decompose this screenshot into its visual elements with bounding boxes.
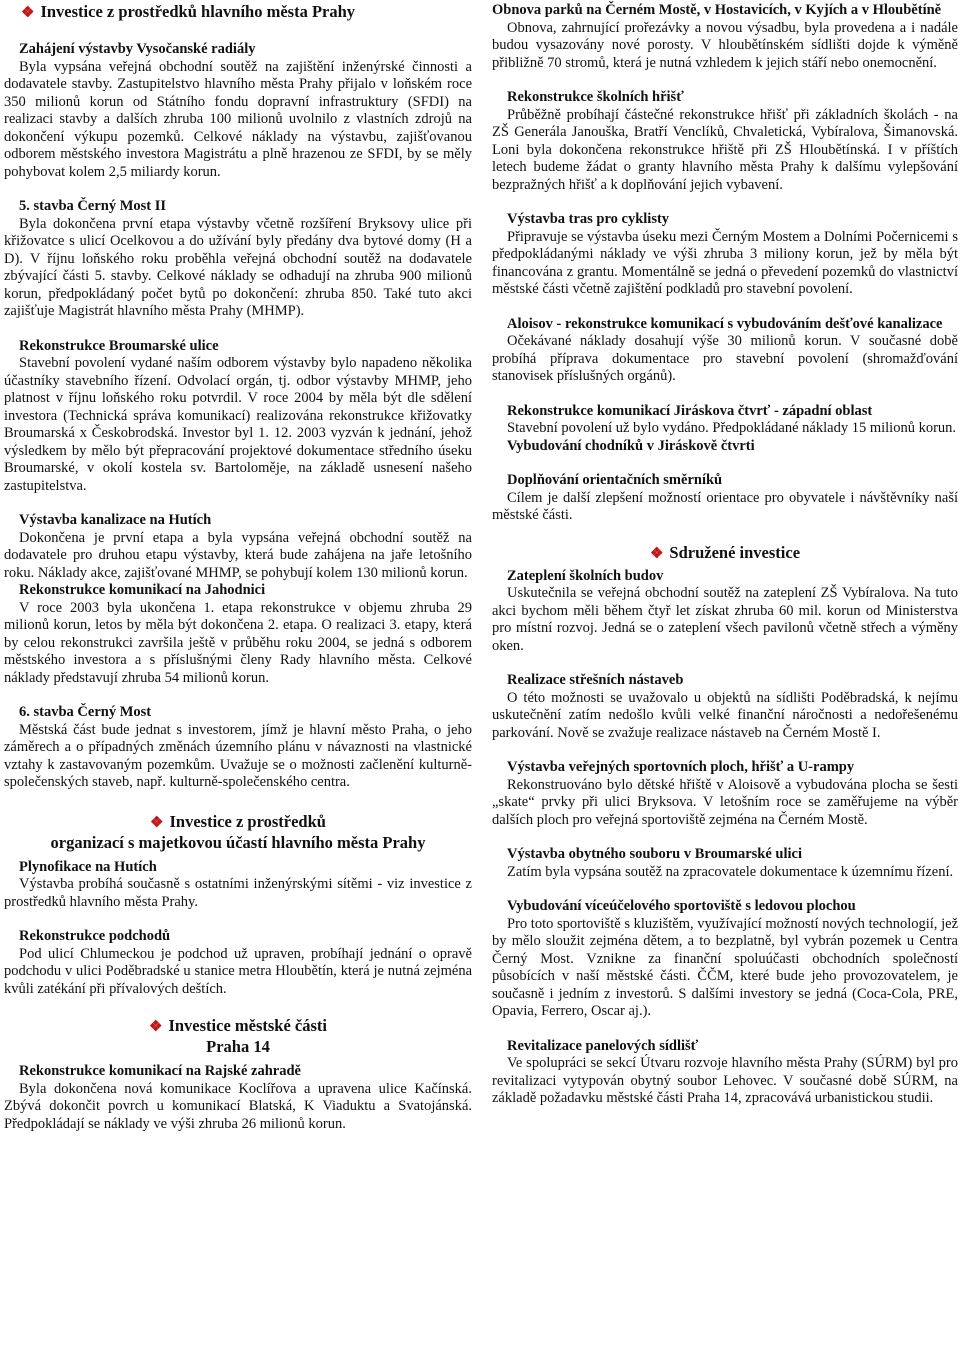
article-text: Byla dokončena nová komunikace Koclířova a upravena ulice Kačínská. Zbývá dokončit povrch u komunikací Blatská, K Viaduktu a Svatojánská. Předpokládají se náklady ve výši zhruba 26 milionů korun. (4, 1080, 472, 1132)
section-heading-joint-investments: ❖ Sdružené investice (649, 542, 801, 562)
article-title: Výstavba tras pro cyklisty (507, 211, 670, 227)
article-title: 6. stavba Černý Most (19, 704, 152, 720)
article (4, 41, 472, 181)
article-text: O této možnosti se uvažovalo u objektů na sídlišti Poděbradská, k nejímu uskutečnění zatím nedošlo kvůli velké finanční náročnosti a nedořešenému parkování. Nově se zvažuje realizace nástaveb na Černém Mostě I. (492, 689, 958, 741)
article-title: Výstavba veřejných sportovních ploch, hřišť a U-rampy (507, 759, 855, 775)
article (492, 316, 958, 386)
section-heading-district: ❖ Investice městské části (149, 1016, 327, 1035)
article-text: Byla dokončena první etapa výstavby včetně rozšíření Bryksovy ulice při křižovatce s ulicí Ocelkovou a do užívání byly předány dva bytové domy (H a D). V říjnu loňského roku proběhla veřejná obchodní soutěž na dodavatele zbývající části 5. stavby. Celkové náklady se odhadují na zhruba 900 milionů korun, předpokládaný počet bytů po dokončení: zhruba 850. Také tuto akci zajišťuje Magistrát hlavního města Prahy (MHMP). (4, 215, 472, 319)
article (492, 568, 958, 656)
article (492, 438, 958, 456)
article-title: Revitalizace panelových sídlišť (507, 1037, 699, 1054)
article-text: Zatím byla vypsána soutěž na zpracovatele dokumentace k územnímu řízení. (507, 863, 954, 880)
article (4, 704, 472, 792)
article-title: Vybudování víceúčelového sportoviště s ledovou plochou (507, 898, 856, 914)
article-title: Zateplení školních budov (507, 567, 664, 584)
article (4, 928, 472, 998)
article (4, 582, 472, 687)
article-title: Rekonstrukce Broumarské ulice (19, 337, 219, 354)
article-title: Realizace střešních nástaveb (507, 672, 684, 688)
article-text: Stavební povolení už bylo vydáno. Předpokládané náklady 15 milionů korun. (507, 420, 957, 436)
article-text: Očekávané náklady dosahují výše 30 milionů korun. V současné době probíhá příprava dokumentace pro stavební povolení (shromažďování stanovisek příslušných orgánů). (492, 333, 958, 384)
article-text: Uskutečnila se veřejná obchodní soutěž na zateplení ZŠ Vybíralova. Na tuto akci bychom měli během čtyř let získat zhruba 60 mil. korun od Ministerstva pro místní rozvoj. Jedná se o zateplení všech pavilonů včetně střech a výměny oken. (492, 585, 958, 654)
section-heading-prague-investments: ❖ Investice z prostředků hlavního města Prahy (21, 2, 356, 21)
article-text: Pod ulicí Chlumeckou je podchod už upraven, probíhají jednání o opravě podchodu v ulici Poděbradské u stanice metra Hloubětín, která je nutná zejména kvůli zatékání při přívalových deštích. (4, 945, 472, 997)
article (4, 859, 472, 912)
left-column (4, 2, 472, 1133)
article-title: Výstavba obytného souboru v Broumarské ulici (507, 846, 803, 862)
diamond-bullet-icon: ❖ (150, 814, 164, 831)
article-title: Rekonstrukce podchodů (19, 928, 171, 944)
diamond-bullet-icon: ❖ (649, 545, 664, 562)
article-title: 5. stavba Černý Most II (19, 198, 167, 214)
article-text: Ve spolupráci se sekcí Útvaru rozvoje hlavního města Prahy (SÚRM) byl pro revitalizaci vytypován obytný soubor Lehovec. V současné době SÚRM, na základě požadavku městské části Praha 14, zpracovává urbanistickou studii. (492, 1055, 958, 1106)
article-text: Průběžně probíhají částečné rekonstrukce hřišť při základních školách - na ZŠ Generála Janouška, Bratří Venclíků, Chvaletická, Vybíralova, Šimanovská. Loni byla dokončena rekonstrukce hřiště při ZŠ Hloubětínská. I v příštích letech budeme žádat o granty hlavního města Prahy k dalšímu vylepšování bezpražných hřišť a k doplňování jejich vybavení. (492, 106, 958, 193)
article (492, 672, 958, 742)
article-text: Dokončena je první etapa a byla vypsána veřejná obchodní soutěž na dodavatele pro druhou etapu výstavby, která bude zahájena na jaře letošního roku. Náklady akce, zajišťované MHMP, se pohybují kolem 130 milionů korun. (4, 529, 472, 581)
article (4, 512, 472, 582)
diamond-bullet-icon: ❖ (21, 5, 35, 21)
article (4, 198, 472, 321)
article (492, 472, 958, 525)
article-title: Rekonstrukce komunikací na Jahodnici (19, 582, 266, 598)
article-text: Rekonstruováno bylo dětské hřiště v Aloisově a vybudována plocha se šesti „skate“ prvky při ulici Bryksova. V letošním roce se zaměřujeme na výběr dalších ploch pro veřejná sportoviště zejména na Černém Mostě. (492, 776, 958, 828)
article-title: Plynofikace na Hutích (19, 858, 157, 875)
article-text: Stavební povolení vydané naším odborem výstavby bylo napadeno několika účastníky stavebního řízení. Odvolací orgán, tj. odbor výstavby MHMP, jeho platnost v říjnu loňského roku potvrdil. V roce 2004 by měla být dle sdělení investora (Technická správa komunikací) realizována rekonstrukce křižovatky Broumarská x Českobrodská. Investor byl 1. 12. 2003 vyzván k jednání, jehož výsledkem by mělo být přepracování projektové dokumentace středního úseku Broumarské, v okolí kostela sv. Bartoloměje, na základě usnesení našeho zastupitelstva. (4, 355, 472, 494)
article (4, 338, 472, 496)
article-text: Obnova, zahrnující prořezávky a novou výsadbu, byla provedena a i nadále budou vysazovány nové porosty. V hloubětínském sídlišti dojde k výměně přibližně 70 stromů, která je nutná vzhledem k jejich stáří nebo onemocnění. (492, 19, 958, 71)
article-text: Výstavba probíhá současně s ostatními inženýrskými sítěmi - viz investice z prostředků hlavního města Prahy. (4, 876, 472, 910)
article-title: Doplňování orientačních směrníků (507, 472, 723, 488)
section-heading-organizations: ❖ Investice z prostředků (150, 811, 326, 831)
article-text: Cílem je další zlepšení možností orientace pro obyvatele i návštěvníky naší městské části. (492, 489, 958, 523)
article-text: Připravuje se výstavba úseku mezi Černým Mostem a Dolními Počernicemi s předpokládanými náklady ve výši zhruba 3 miliony korun, jež by měla být financována z grantu. Momentálně se jedná o převedení pozemků do vlastnictví městské části včetně zajištění podkladů pro stavební povolení. (492, 228, 958, 297)
article-title: Vybudování chodníků v Jiráskově čtvrti (507, 437, 755, 454)
article-text: Pro toto sportoviště s kluzištěm, využívající možností nových technologií, jež by mělo sloužit zejména dětem, a to bezplatně, byl vybrán pozemek u Centra Černý Most. Vznikne za finanční spoluúčasti obchodních společností působících v naší městské části. ČČM, které bude jeho provozovatelem, je současně i jedním z investorů. S dalšími investory se jedná (Coca-Cola, PRE, Opavia, Ferrero, Oscar aj.). (492, 915, 958, 1019)
article (492, 403, 958, 438)
article-title: Obnova parků na Černém Mostě, v Hostavicích, v Kyjích a v Hloubětíně (492, 2, 942, 18)
article-text: Byla vypsána veřejná obchodní soutěž na zajištění inženýrské činnosti a dodavatele stavby. Zastupitelstvo hlavního města Prahy přijalo v loňském roce 350 milionů korun od Státního fondu dopravní infrastruktury (SFDI) na realizaci stavby a dalších zhruba 100 milionů uvolnilo z vlastních zdrojů na dokončení výkupu pozemků. Celkové náklady na výstavbu, zajišťovanou odborem městského investora Magistrátu a plně hrazenou ze SFDI, by se měly pohybovat kolem 2,5 miliardy korun. (4, 58, 472, 180)
article-text: Městská část bude jednat s investorem, jímž je hlavní město Praha, o jeho záměrech a o případných změnách územního plánu v návaznosti na vlastnické vztahy k zastavovaným pozemkům. Uvažuje se o možnosti začlenění kulturně-společenských staveb, např. kulturně-společenského centra. (4, 721, 472, 790)
article (4, 1063, 472, 1133)
article-title: Výstavba kanalizace na Hutích (19, 512, 212, 528)
article-title: Aloisov - rekonstrukce komunikací s vybudováním dešťové kanalizace (507, 315, 943, 332)
article (492, 759, 958, 829)
article-title: Rekonstrukce komunikací Jiráskova čtvrť - západní oblast (507, 402, 873, 419)
article (492, 89, 958, 194)
article (492, 2, 958, 72)
diamond-bullet-icon: ❖ (149, 1019, 163, 1035)
article-title: Zahájení výstavby Vysočanské radiály (19, 41, 256, 57)
section-heading-district-line2: Praha 14 (206, 1037, 270, 1056)
article (492, 1038, 958, 1108)
right-column (492, 2, 958, 1108)
article-title: Rekonstrukce školních hřišť (507, 89, 684, 105)
article-text: V roce 2003 byla ukončena 1. etapa rekonstrukce v objemu zhruba 29 milionů korun, letos by měla být dokončena 2. etapa. O realizaci 3. etapy, která by celou rekonstrukci završila ještě v průběhu roku 2004, se jedná s odborem městského investora a s příslušnými členy Rady hlavního města. Celkové náklady představují zhruba 54 milionů korun. (4, 599, 472, 686)
article (492, 898, 958, 1021)
article (492, 846, 958, 881)
article (492, 211, 958, 299)
article-title: Rekonstrukce komunikací na Rajské zahradě (19, 1063, 301, 1079)
section-heading-organizations-line2: organizací s majetkovou účastí hlavního města Prahy (50, 832, 426, 852)
